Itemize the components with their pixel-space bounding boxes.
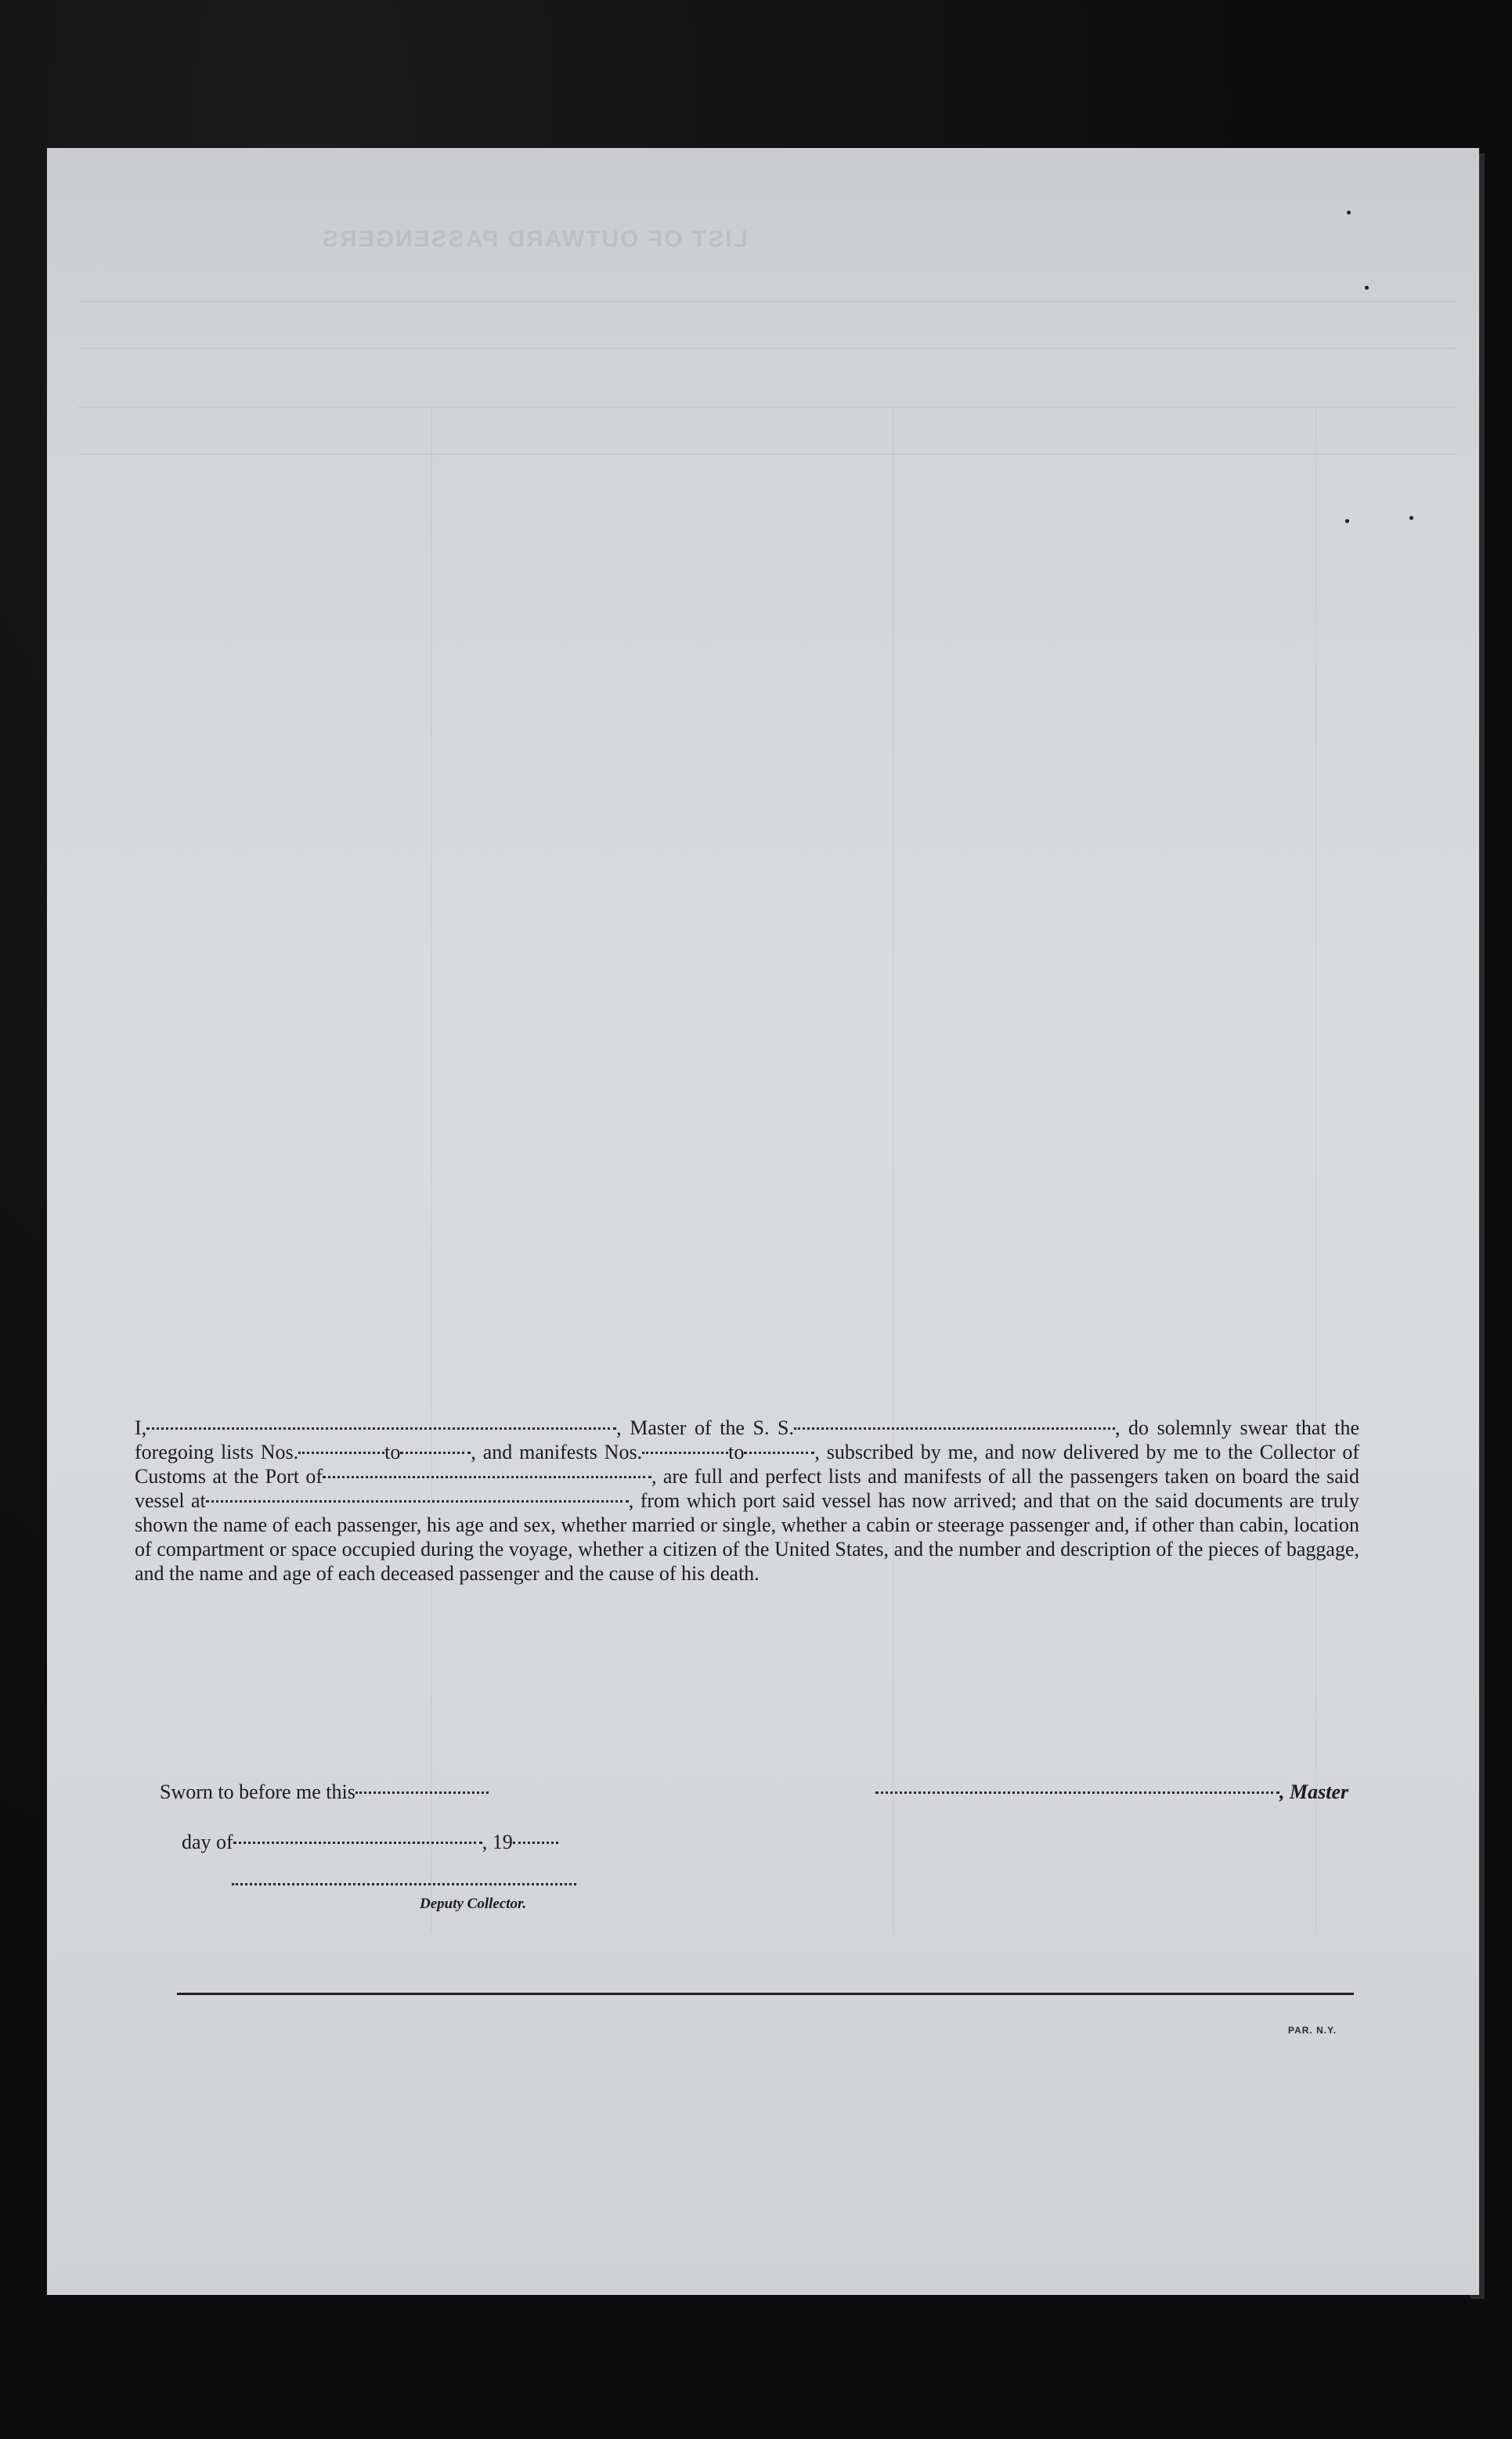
bleed-through-column	[893, 406, 894, 1933]
bleed-through-title: LIST OF OUTWARD PASSENGERS	[321, 226, 748, 252]
punch-mark	[1347, 211, 1351, 215]
day-label: day of	[182, 1831, 233, 1853]
list-from-blank	[298, 1452, 384, 1454]
bleed-through-column	[1315, 406, 1317, 1933]
bleed-through-column	[431, 406, 432, 1933]
punch-mark	[1345, 519, 1349, 523]
oath-paragraph	[135, 1416, 1359, 1586]
printer-mark: PAR. N.Y.	[1288, 2025, 1337, 2036]
year-blank	[513, 1842, 558, 1844]
oath-text-segment: to	[384, 1441, 401, 1463]
day-line	[182, 1831, 558, 1854]
list-to-blank	[400, 1452, 471, 1454]
oath-text-segment: , and manifests Nos.	[471, 1441, 643, 1463]
bleed-through-rule	[78, 348, 1456, 349]
deputy-signature-blank	[232, 1883, 576, 1885]
year-label: , 19	[482, 1831, 513, 1853]
vessel-name-blank	[794, 1427, 1115, 1430]
month-blank	[233, 1842, 482, 1844]
manifest-from-blank	[642, 1452, 728, 1454]
oath-text-segment: , Master of the S. S.	[616, 1416, 794, 1439]
punch-mark	[1365, 286, 1369, 290]
oath-text-segment: , are full and perfect lists and manifests of all the passengers taken on board the said vessel at	[135, 1465, 1359, 1512]
footer-rule	[177, 1993, 1354, 1995]
sworn-date-blank	[355, 1791, 489, 1794]
manifest-page	[47, 148, 1479, 2295]
sworn-label: Sworn to before me this	[160, 1781, 355, 1803]
oath-of-master	[135, 1416, 1359, 1586]
master-name-blank	[146, 1427, 616, 1430]
oath-text-segment: , subscribed by me, and now delivered by me to the Collector of Customs at the Port of	[135, 1441, 1359, 1488]
oath-text-segment: , from which port said vessel has now arrived; and that on the said documents are truly shown the name of each passenger, his age and sex, whether married or single, whether a cabin or steerage passenger and, if other than cabin, location of compartment or space occupied during the voyage, whether a citizen of the United States, and the number and description of the pieces of baggage, and the name and age of each deceased passenger and the cause of his death.	[135, 1489, 1360, 1585]
departure-port-blank	[206, 1500, 629, 1503]
bleed-through-rule	[78, 301, 1456, 302]
punch-mark	[1409, 516, 1413, 520]
bleed-through-rule	[78, 406, 1456, 408]
oath-text-segment: , do solemnly swear that the foregoing lists Nos.	[135, 1416, 1359, 1463]
master-signature-blank	[875, 1791, 1279, 1794]
bleed-through-rule	[78, 453, 1456, 455]
oath-text-segment: I,	[135, 1416, 147, 1439]
sworn-line	[160, 1781, 489, 1804]
oath-text-segment: to	[728, 1441, 745, 1463]
master-signature-line	[875, 1781, 1348, 1804]
master-label: , Master	[1279, 1781, 1349, 1803]
deputy-collector-label: Deputy Collector.	[420, 1896, 527, 1912]
manifest-to-blank	[744, 1452, 814, 1454]
port-blank	[323, 1476, 651, 1478]
